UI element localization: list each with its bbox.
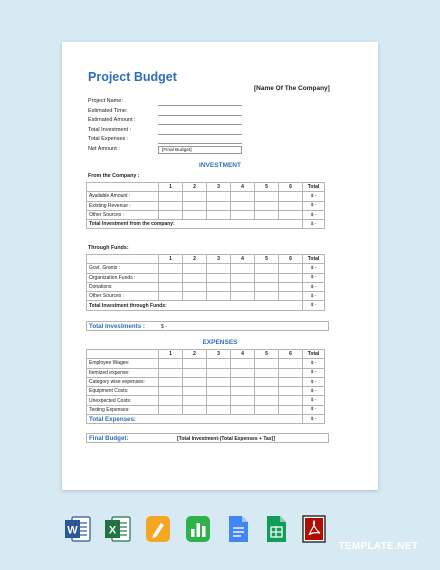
- cell[interactable]: [255, 377, 279, 386]
- cell[interactable]: [207, 405, 231, 414]
- table-row: [87, 273, 325, 282]
- final-budget-value: [Total Investment-(Total Expenses + Tax)]: [177, 435, 275, 442]
- net-amount-field[interactable]: [Final Budget]: [158, 146, 242, 154]
- cell[interactable]: [231, 201, 255, 210]
- column-header: 6: [279, 183, 303, 192]
- svg-text:X: X: [108, 524, 117, 537]
- cell[interactable]: [255, 264, 279, 273]
- cell[interactable]: [207, 368, 231, 377]
- total-investments-label: Total Investments :: [89, 323, 145, 330]
- company-investment-table: [86, 182, 325, 229]
- cell[interactable]: [231, 396, 255, 405]
- cell[interactable]: [255, 210, 279, 219]
- cell[interactable]: [231, 359, 255, 368]
- cell[interactable]: [279, 210, 303, 219]
- row-total: $ -: [303, 405, 325, 414]
- field-label: Total Expenses :: [88, 136, 129, 142]
- column-header: 2: [183, 255, 207, 264]
- total-investments-row: [86, 321, 329, 331]
- row-label: Testing Expenses:: [87, 405, 159, 414]
- pdf-icon[interactable]: [300, 514, 328, 544]
- cell[interactable]: [207, 201, 231, 210]
- field-row: [88, 136, 348, 146]
- cell[interactable]: [159, 396, 183, 405]
- cell[interactable]: [207, 264, 231, 273]
- table-row: [87, 368, 325, 377]
- cell[interactable]: [183, 273, 207, 282]
- cell[interactable]: [207, 396, 231, 405]
- row-total: $ -: [303, 368, 325, 377]
- cell[interactable]: [279, 292, 303, 301]
- field-row: [88, 146, 348, 156]
- column-header: 2: [183, 183, 207, 192]
- cell[interactable]: [255, 282, 279, 291]
- cell[interactable]: [159, 292, 183, 301]
- cell[interactable]: [231, 192, 255, 201]
- cell[interactable]: [183, 201, 207, 210]
- table-row: [87, 210, 325, 219]
- cell[interactable]: [255, 201, 279, 210]
- field-label: Total Investment :: [88, 126, 132, 133]
- row-label: Employee Wages:: [87, 359, 159, 368]
- row-label: Existing Revenue :: [87, 201, 159, 210]
- cell[interactable]: [183, 396, 207, 405]
- company-block-label: From the Company :: [88, 173, 140, 179]
- cell[interactable]: [207, 387, 231, 396]
- total-row: [87, 220, 325, 229]
- field-row: [88, 127, 348, 137]
- field-label: Estimated Time:: [88, 107, 128, 114]
- svg-text:W: W: [67, 524, 78, 537]
- cell[interactable]: [183, 377, 207, 386]
- table-row: [87, 405, 325, 414]
- column-header: 1: [159, 255, 183, 264]
- cell[interactable]: [279, 405, 303, 414]
- cell[interactable]: [231, 387, 255, 396]
- row-total: $ -: [303, 273, 325, 282]
- funds-investment-table: [86, 254, 325, 311]
- total-expenses-label: Total Expenses:: [87, 415, 303, 424]
- cell[interactable]: [183, 210, 207, 219]
- column-header: 5: [255, 183, 279, 192]
- column-header: 3: [207, 255, 231, 264]
- cell[interactable]: [231, 264, 255, 273]
- cell[interactable]: [207, 377, 231, 386]
- total-row: [87, 415, 325, 424]
- cell[interactable]: [279, 359, 303, 368]
- table-row: [87, 387, 325, 396]
- column-header: 6: [279, 350, 303, 359]
- table-row: [87, 264, 325, 273]
- cell[interactable]: [231, 273, 255, 282]
- cell[interactable]: [159, 405, 183, 414]
- total-label: Total Investment from the company:: [87, 220, 303, 229]
- total-expenses-value: $ -: [303, 415, 325, 424]
- google-sheets-icon[interactable]: [262, 514, 290, 544]
- row-label: Other Sources :: [87, 292, 159, 301]
- row-total: $ -: [303, 387, 325, 396]
- row-total: $ -: [303, 264, 325, 273]
- column-header: 6: [279, 255, 303, 264]
- cell[interactable]: [159, 210, 183, 219]
- row-label: Itemized expense:: [87, 368, 159, 377]
- cell[interactable]: [279, 264, 303, 273]
- project-fields: [88, 98, 348, 155]
- cell[interactable]: [279, 273, 303, 282]
- cell[interactable]: [159, 377, 183, 386]
- cell[interactable]: [207, 192, 231, 201]
- row-total: $ -: [303, 377, 325, 386]
- cell[interactable]: [255, 192, 279, 201]
- cell[interactable]: [255, 273, 279, 282]
- total-row: [87, 301, 325, 310]
- word-icon[interactable]: [64, 514, 92, 544]
- cell[interactable]: [207, 273, 231, 282]
- row-label: Donations: [87, 282, 159, 291]
- cell[interactable]: [231, 292, 255, 301]
- total-value: $ -: [303, 220, 325, 229]
- row-total: $ -: [303, 396, 325, 405]
- column-header: 2: [183, 350, 207, 359]
- row-total: $ -: [303, 292, 325, 301]
- cell[interactable]: [279, 396, 303, 405]
- header-cell: [87, 255, 159, 264]
- column-header: 1: [159, 350, 183, 359]
- cell[interactable]: [279, 282, 303, 291]
- cell[interactable]: [183, 292, 207, 301]
- cell[interactable]: [159, 282, 183, 291]
- row-label: Available Amount :: [87, 192, 159, 201]
- funds-block-label: Through Funds:: [88, 245, 129, 251]
- cell[interactable]: [159, 368, 183, 377]
- table-row: [87, 282, 325, 291]
- cell[interactable]: [159, 387, 183, 396]
- header-cell: [87, 350, 159, 359]
- field-input[interactable]: [158, 105, 242, 106]
- row-total: $ -: [303, 201, 325, 210]
- field-label: Estimated Amount :: [88, 117, 136, 123]
- final-budget-label: Final Budget:: [89, 435, 129, 442]
- cell[interactable]: [183, 359, 207, 368]
- field-label: Project Name:: [88, 98, 123, 104]
- cell[interactable]: [255, 396, 279, 405]
- cell[interactable]: [231, 405, 255, 414]
- table-row: [87, 396, 325, 405]
- table-row: [87, 359, 325, 368]
- final-budget-row: [86, 433, 329, 443]
- field-row: [88, 117, 348, 127]
- investment-heading: INVESTMENT: [199, 162, 241, 169]
- cell[interactable]: [207, 210, 231, 219]
- google-docs-icon[interactable]: [224, 514, 252, 544]
- cell[interactable]: [231, 210, 255, 219]
- column-header: 3: [207, 350, 231, 359]
- column-header: Total: [303, 255, 325, 264]
- row-label: Govt. Grants :: [87, 264, 159, 273]
- company-name: [Name Of The Company]: [254, 85, 330, 92]
- table-row: [87, 192, 325, 201]
- document-page: [62, 42, 378, 490]
- column-header: 4: [231, 350, 255, 359]
- field-input[interactable]: [158, 124, 242, 125]
- cell[interactable]: [279, 368, 303, 377]
- row-label: Category wise expenses:: [87, 377, 159, 386]
- column-header: 1: [159, 183, 183, 192]
- numbers-icon[interactable]: [184, 514, 212, 544]
- cell[interactable]: [255, 368, 279, 377]
- row-label: Unexpected Costs:: [87, 396, 159, 405]
- table-row: [87, 292, 325, 301]
- cell[interactable]: [231, 377, 255, 386]
- column-header: 4: [231, 255, 255, 264]
- row-total: $ -: [303, 282, 325, 291]
- row-total: $ -: [303, 210, 325, 219]
- cell[interactable]: [183, 368, 207, 377]
- total-investments-value: $ -: [161, 323, 167, 330]
- cell[interactable]: [183, 282, 207, 291]
- column-header: 3: [207, 183, 231, 192]
- cell[interactable]: [255, 359, 279, 368]
- row-label: Equipment Costs:: [87, 387, 159, 396]
- cell[interactable]: [207, 292, 231, 301]
- field-input[interactable]: [158, 143, 242, 144]
- column-header: 4: [231, 183, 255, 192]
- cell[interactable]: [207, 359, 231, 368]
- cell[interactable]: [183, 192, 207, 201]
- column-header: 5: [255, 350, 279, 359]
- cell[interactable]: [183, 405, 207, 414]
- table-row: [87, 201, 325, 210]
- cell[interactable]: [279, 377, 303, 386]
- excel-icon[interactable]: [104, 514, 132, 544]
- row-label: Other Sources :: [87, 210, 159, 219]
- expenses-heading: EXPENSES: [202, 339, 238, 346]
- cell[interactable]: [279, 192, 303, 201]
- cell[interactable]: [159, 264, 183, 273]
- field-label: Net Amount :: [88, 145, 120, 152]
- field-row: [88, 108, 348, 118]
- column-header: Total: [303, 350, 325, 359]
- cell[interactable]: [255, 292, 279, 301]
- cell[interactable]: [279, 201, 303, 210]
- cell[interactable]: [255, 405, 279, 414]
- cell[interactable]: [207, 282, 231, 291]
- column-header: 5: [255, 255, 279, 264]
- cell[interactable]: [159, 201, 183, 210]
- column-header: Total: [303, 183, 325, 192]
- total-label: Total Investment through Funds:: [87, 301, 303, 310]
- table-row: [87, 377, 325, 386]
- cell[interactable]: [183, 387, 207, 396]
- cell[interactable]: [159, 359, 183, 368]
- document-title: Project Budget: [88, 70, 177, 84]
- row-label: Organization Funds :: [87, 273, 159, 282]
- row-total: $ -: [303, 192, 325, 201]
- cell[interactable]: [231, 282, 255, 291]
- field-row: [88, 98, 348, 108]
- cell[interactable]: [159, 273, 183, 282]
- field-input[interactable]: [158, 115, 242, 116]
- pages-icon[interactable]: [144, 514, 172, 544]
- cell[interactable]: [183, 264, 207, 273]
- cell[interactable]: [255, 387, 279, 396]
- cell[interactable]: [159, 192, 183, 201]
- cell[interactable]: [231, 368, 255, 377]
- header-cell: [87, 183, 159, 192]
- cell[interactable]: [279, 387, 303, 396]
- brand-watermark: TEMPLATE.NET: [338, 541, 418, 552]
- expenses-table: [86, 349, 325, 424]
- total-value: $ -: [303, 301, 325, 310]
- row-total: $ -: [303, 359, 325, 368]
- field-input[interactable]: [158, 134, 242, 135]
